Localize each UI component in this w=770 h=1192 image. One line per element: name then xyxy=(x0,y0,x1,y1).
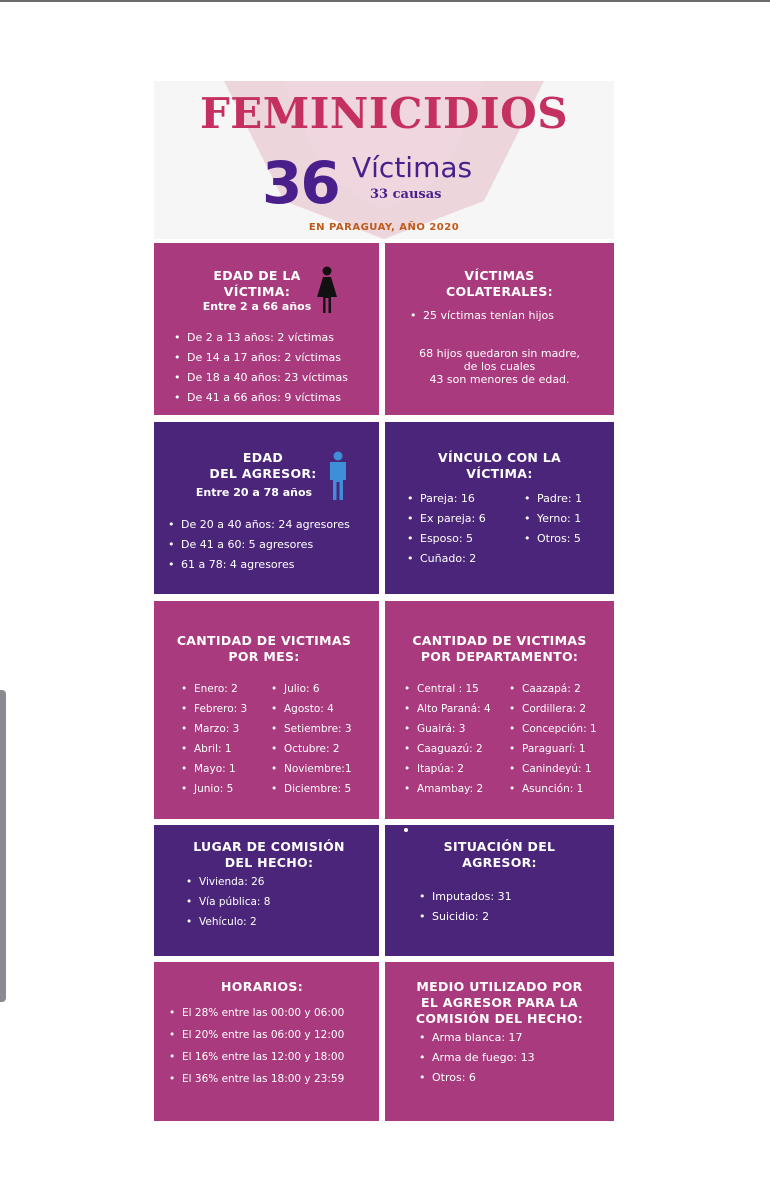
list-item: • Setiembre: 3 xyxy=(271,719,352,739)
list-item: • Enero: 2 xyxy=(181,679,247,699)
place-year: EN PARAGUAY, AÑO 2020 xyxy=(308,222,460,233)
list-item: • Vía pública: 8 xyxy=(186,892,270,912)
panel-horarios xyxy=(154,962,379,1121)
page-title: FEMINICIDIOS xyxy=(199,89,569,138)
list-item: • Cuñado: 2 xyxy=(407,549,486,569)
list-item: • Diciembre: 5 xyxy=(271,779,352,799)
list-item: • 25 víctimas tenían hijos xyxy=(410,306,554,326)
list-item: • Paraguarí: 1 xyxy=(509,739,597,759)
list-item: • El 16% entre las 12:00 y 18:00 xyxy=(169,1046,344,1068)
aggressor-status-list xyxy=(419,887,512,927)
list-item: • Abril: 1 xyxy=(181,739,247,759)
list-item: • Caazapá: 2 xyxy=(509,679,597,699)
list-item: • Guairá: 3 xyxy=(404,719,491,739)
list-item: • Pareja: 16 xyxy=(407,489,486,509)
causes-count: 33 causas xyxy=(370,187,442,202)
list-item: • Febrero: 3 xyxy=(181,699,247,719)
list-item: • Junio: 5 xyxy=(181,779,247,799)
list-item: • Marzo: 3 xyxy=(181,719,247,739)
list-item: • De 20 a 40 años: 24 agresores xyxy=(168,515,350,535)
list-item: • Otros: 6 xyxy=(419,1068,535,1088)
list-item: • El 20% entre las 06:00 y 12:00 xyxy=(169,1024,344,1046)
victims-count: 36 xyxy=(262,149,339,217)
place-list xyxy=(186,872,270,932)
list-item: • Vivienda: 26 xyxy=(186,872,270,892)
list-item: • Mayo: 1 xyxy=(181,759,247,779)
screen-top-border xyxy=(0,0,770,2)
victim-age-list xyxy=(174,328,348,408)
panel-title: VÍCTIMAS COLATERALES: xyxy=(446,268,553,299)
list-item: • Agosto: 4 xyxy=(271,699,352,719)
panel-edad-agresor xyxy=(154,422,379,594)
list-item: • Padre: 1 xyxy=(524,489,582,509)
male-figure-icon xyxy=(327,451,349,501)
list-item: • Asunción: 1 xyxy=(509,779,597,799)
collateral-list xyxy=(410,306,554,326)
list-item: • Julio: 6 xyxy=(271,679,352,699)
panel-title: EDAD DE LA VÍCTIMA: xyxy=(213,268,301,299)
panel-title: HORARIOS: xyxy=(221,979,303,994)
list-item: • Vehículo: 2 xyxy=(186,912,270,932)
list-item: • Otros: 5 xyxy=(524,529,582,549)
list-item: • El 28% entre las 00:00 y 06:00 xyxy=(169,1002,344,1024)
schedule-list xyxy=(169,1002,344,1090)
side-scroll-handle[interactable] xyxy=(0,690,6,1002)
panel-vinculo xyxy=(385,422,614,594)
list-item: • Suicidio: 2 xyxy=(419,907,512,927)
collateral-paragraph: 68 hijos quedaron sin madre, de los cuales 43 son menores de edad. xyxy=(419,347,580,386)
list-item: • Esposo: 5 xyxy=(407,529,486,549)
panel-por-departamento xyxy=(385,601,614,819)
panel-edad-victima xyxy=(154,243,379,415)
list-item: • Imputados: 31 xyxy=(419,887,512,907)
list-item: • Canindeyú: 1 xyxy=(509,759,597,779)
list-item: • 61 a 78: 4 agresores xyxy=(168,555,350,575)
panel-title: SITUACIÓN DEL AGRESOR: xyxy=(443,839,556,870)
panel-lugar xyxy=(154,825,379,956)
department-list-left xyxy=(404,679,491,799)
infographic-poster xyxy=(154,81,614,1121)
list-item: • Noviembre:1 xyxy=(271,759,352,779)
list-item: • Octubre: 2 xyxy=(271,739,352,759)
weapon-list xyxy=(419,1028,535,1088)
relationship-list-right xyxy=(524,489,582,549)
month-list-right xyxy=(271,679,352,799)
relationship-list-left xyxy=(407,489,486,569)
poster-header xyxy=(154,81,614,239)
panel-subtitle: Entre 20 a 78 años xyxy=(195,486,313,499)
list-item: • Cordillera: 2 xyxy=(509,699,597,719)
list-item: • Alto Paraná: 4 xyxy=(404,699,491,719)
list-item: • Ex pareja: 6 xyxy=(407,509,486,529)
list-item: • Arma blanca: 17 xyxy=(419,1028,535,1048)
panel-por-mes xyxy=(154,601,379,819)
list-item: • De 14 a 17 años: 2 víctimas xyxy=(174,348,348,368)
list-item: • De 41 a 66 años: 9 víctimas xyxy=(174,388,348,408)
panel-subtitle: Entre 2 a 66 años xyxy=(202,300,312,313)
panel-title: VÍNCULO CON LA VÍCTIMA: xyxy=(437,450,562,481)
department-list-right xyxy=(509,679,597,799)
panel-title: EDAD DEL AGRESOR: xyxy=(209,450,317,481)
panel-victimas-colaterales xyxy=(385,243,614,415)
list-item: • De 2 a 13 años: 2 víctimas xyxy=(174,328,348,348)
list-item: • Central : 15 xyxy=(404,679,491,699)
list-item: • El 36% entre las 18:00 y 23:59 xyxy=(169,1068,344,1090)
victims-label: Víctimas xyxy=(352,151,473,184)
panel-title: CANTIDAD DE VICTIMAS POR MES: xyxy=(176,633,352,664)
list-item: • De 18 a 40 años: 23 víctimas xyxy=(174,368,348,388)
list-item: • Arma de fuego: 13 xyxy=(419,1048,535,1068)
list-item: • Amambay: 2 xyxy=(404,779,491,799)
panel-title: CANTIDAD DE VICTIMAS POR DEPARTAMENTO: xyxy=(412,633,587,664)
female-figure-icon xyxy=(316,266,338,314)
aggressor-age-list xyxy=(168,515,350,575)
month-list-left xyxy=(181,679,247,799)
list-item: • Concepción: 1 xyxy=(509,719,597,739)
panel-medio xyxy=(385,962,614,1121)
stray-dot xyxy=(404,828,408,832)
panel-situacion xyxy=(385,825,614,956)
list-item: • Itapúa: 2 xyxy=(404,759,491,779)
list-item: • De 41 a 60: 5 agresores xyxy=(168,535,350,555)
list-item: • Yerno: 1 xyxy=(524,509,582,529)
panel-title: MEDIO UTILIZADO POR EL AGRESOR PARA LA COMISIÓN DEL HECHO: xyxy=(415,979,584,1026)
panel-title: LUGAR DE COMISIÓN DEL HECHO: xyxy=(193,839,345,870)
list-item: • Caaguazú: 2 xyxy=(404,739,491,759)
